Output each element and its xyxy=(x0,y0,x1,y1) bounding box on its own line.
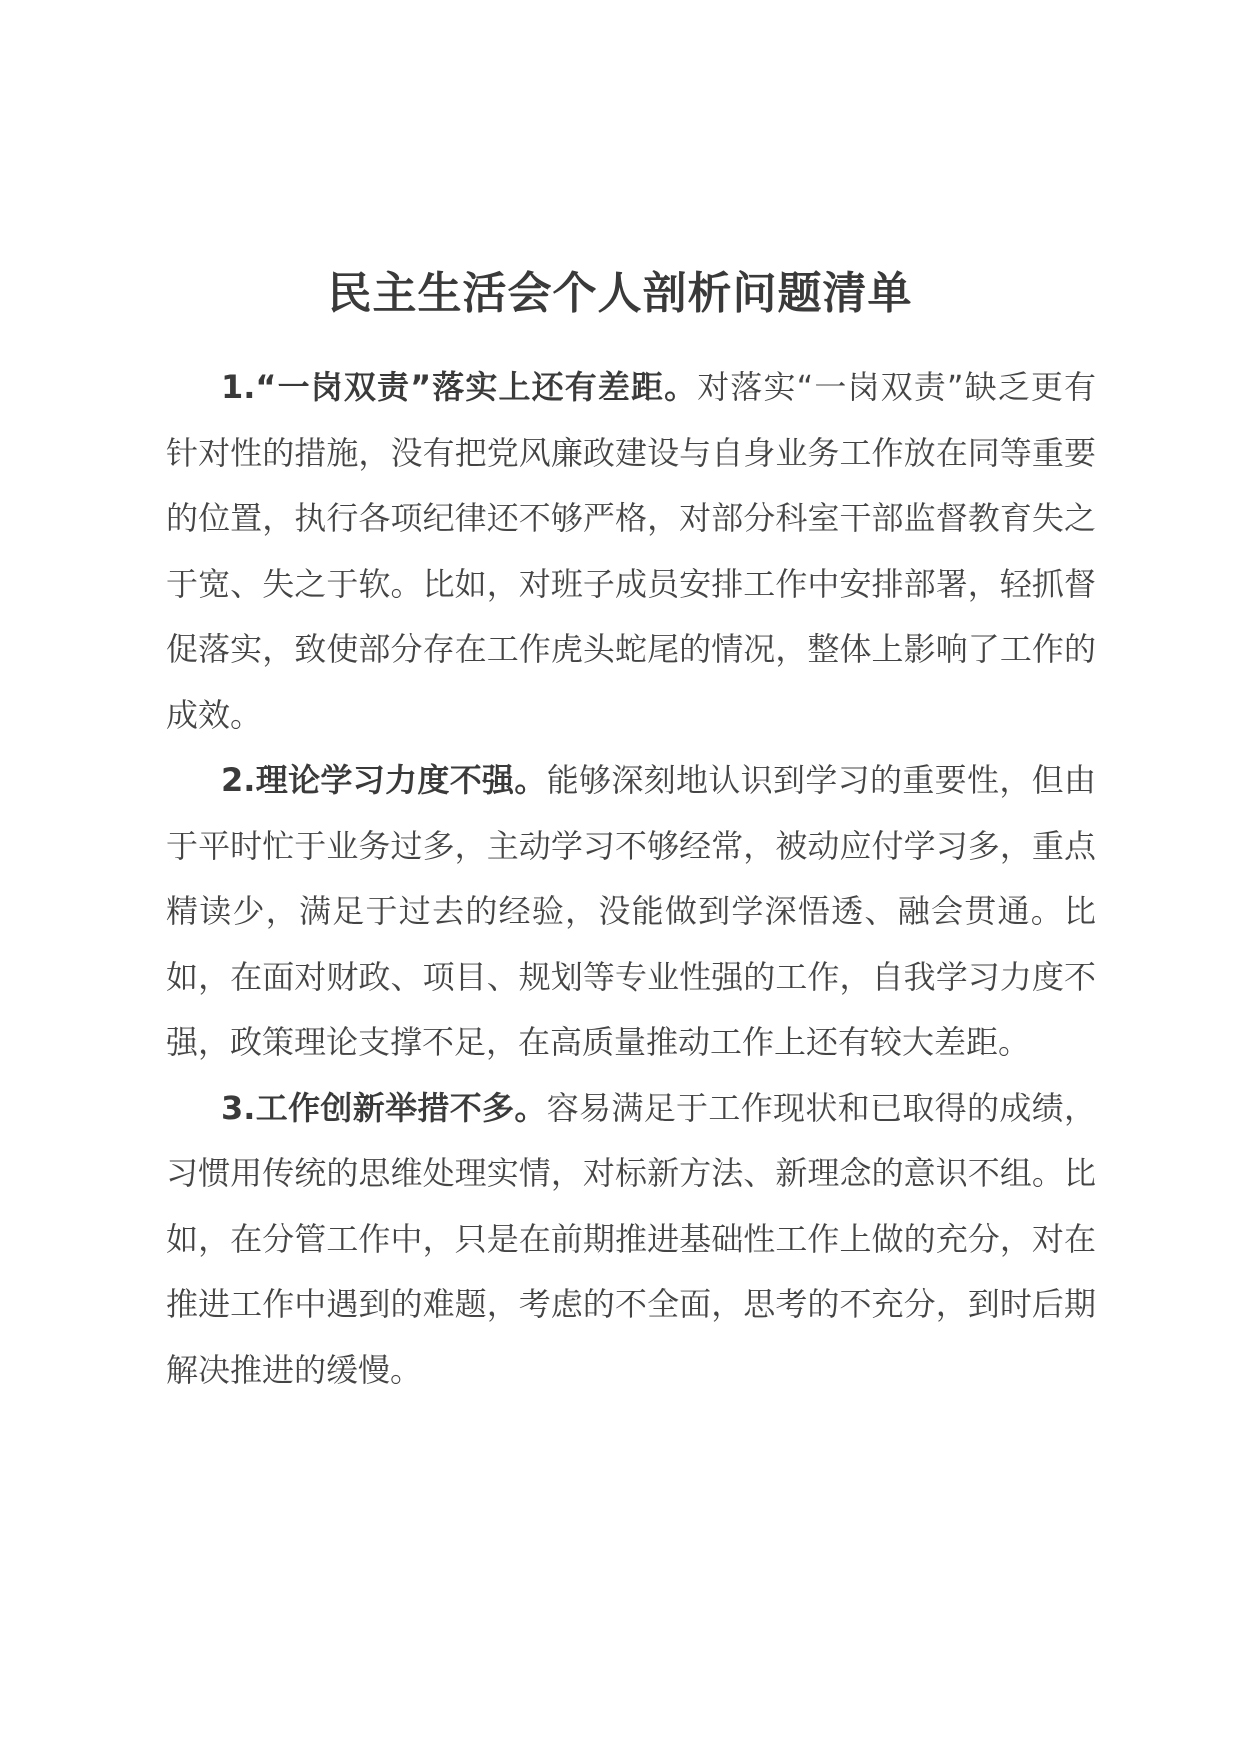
paragraph-1 xyxy=(166,355,1096,748)
paragraph-1-heading: 1.“一岗双责”落实上还有差距。 xyxy=(221,368,698,406)
paragraph-2 xyxy=(166,748,1096,1076)
paragraph-1-text: 对落实“一岗双责”缺乏更有针对性的措施，没有把党风廉政建设与自身业务工作放在同等重要的位置，执行各项纪律还不够严格，对部分科室干部监督教育失之于宽、失之于软。比如，对班子成员安排工作中安排部署，轻抓督促落实，致使部分存在工作虎头蛇尾的情况，整体上影响了工作的成效。 xyxy=(166,368,1096,734)
paragraph-3-text: 容易满足于工作现状和已取得的成绩，习惯用传统的思维处理实情，对标新方法、新理念的意识不组。比如，在分管工作中，只是在前期推进基础性工作上做的充分，对在推进工作中遇到的难题，考虑的不全面，思考的不充分，到时后期解决推进的缓慢。 xyxy=(166,1088,1096,1389)
document-body xyxy=(166,355,1096,1403)
paragraph-3-heading: 3.工作创新举措不多。 xyxy=(221,1088,547,1127)
paragraph-2-text: 能够深刻地认识到学习的重要性，但由于平时忙于业务过多，主动学习不够经常，被动应付学习多，重点精读少，满足于过去的经验，没能做到学深悟透、融会贯通。比如，在面对财政、项目、规划等专业性强的工作，自我学习力度不强，政策理论支撑不足，在高质量推动工作上还有较大差距。 xyxy=(166,761,1096,1061)
document-title: 民主生活会个人剖析问题清单 xyxy=(327,268,913,319)
paragraph-2-heading: 2.理论学习力度不强。 xyxy=(221,761,547,799)
paragraph-3 xyxy=(166,1076,1096,1404)
